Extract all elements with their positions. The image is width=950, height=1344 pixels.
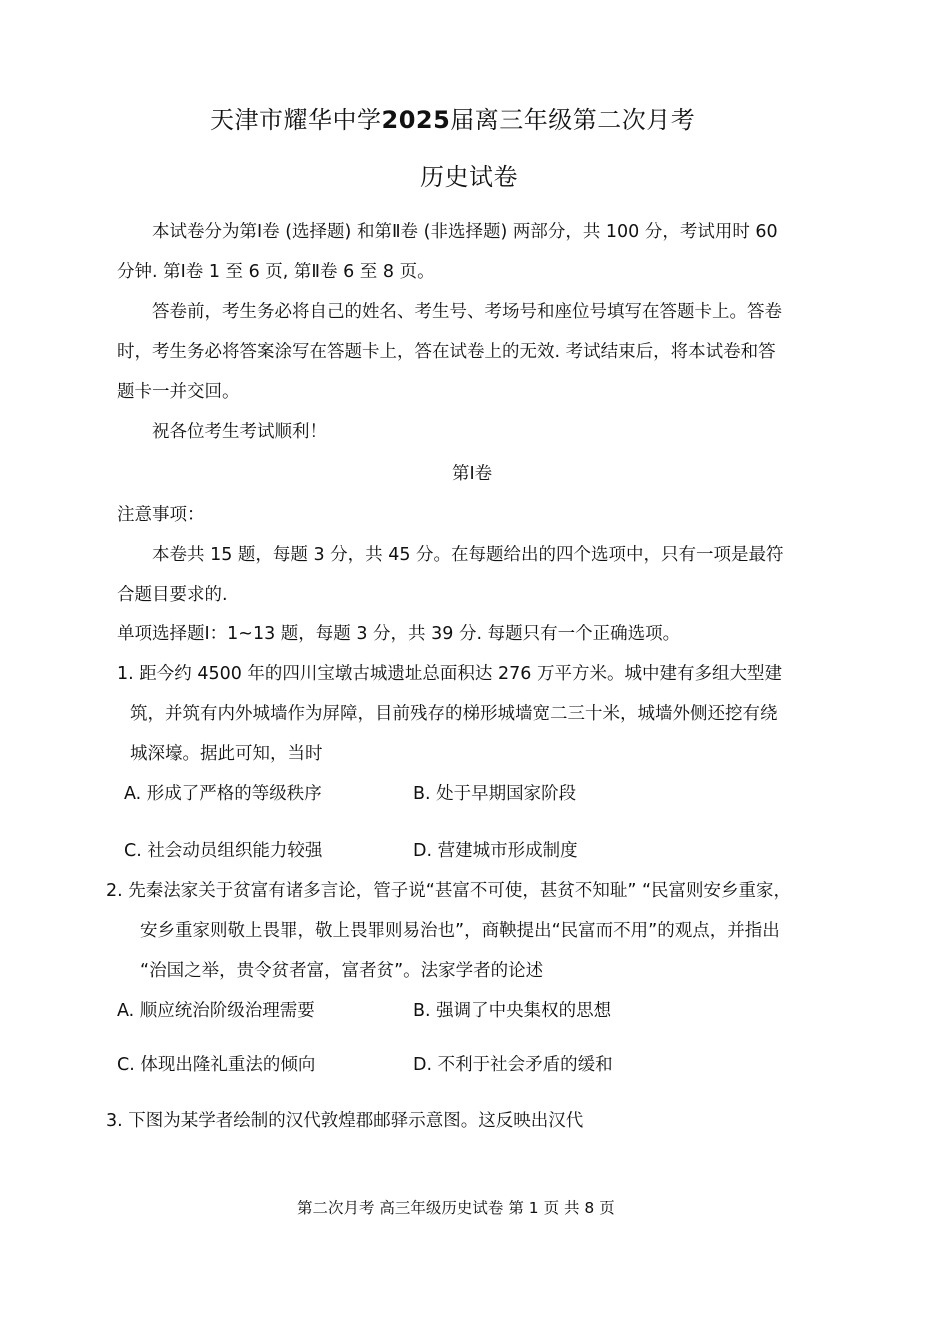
intro-p2-line2: 时，考生务必将答案涂写在答题卡上，答在试卷上的无效. 考试结束后，将本试卷和答 [117,342,776,362]
exam-title [210,100,695,135]
question-2-line1: 2. 先秦法家关于贫富有诸多言论，管子说“甚富不可使，甚贫不知耻” “民富则安乡重家， [106,881,792,901]
question-1-option-c: C. 社会动员组织能力较强 [124,841,323,861]
title-rest: 届离三年级第二次月考 [450,106,696,134]
title-school: 天津市耀华中学 [210,106,382,134]
question-2-option-a: A. 顺应统治阶级治理需要 [117,1001,315,1021]
page-footer: 第二次月考 高三年级历史试卷 第 1 页 共 8 页 [297,1199,615,1217]
intro-p3: 祝各位考生考试顺利！ [152,422,327,442]
exam-subtitle: 历史试卷 [420,163,518,191]
question-1-option-d: D. 营建城市形成制度 [413,841,578,861]
question-1-option-b: B. 处于早期国家阶段 [413,784,577,804]
question-2-option-c: C. 体现出隆礼重法的倾向 [117,1055,316,1075]
intro-p2-line3: 题卡一并交回。 [117,382,240,402]
question-3-line1: 3. 下图为某学者绘制的汉代敦煌郡邮驿示意图。这反映出汉代 [106,1111,584,1131]
intro-p2-line1: 答卷前，考生务必将自己的姓名、考生号、考场号和座位号填写在答题卡上。答卷 [152,302,782,322]
question-2-option-b: B. 强调了中央集权的思想 [413,1001,612,1021]
instruction: 单项选择题Ⅰ：1~13 题，每题 3 分，共 39 分. 每题只有一个正确选项。 [117,624,681,644]
intro-p1-line1: 本试卷分为第Ⅰ卷 (选择题) 和第Ⅱ卷 (非选择题) 两部分，共 100 分，考试用时 60 [152,222,778,242]
notice-label: 注意事项： [117,505,205,525]
question-2-line2: 安乡重家则敬上畏罪，敬上畏罪则易治也”，商鞅提出“民富而不用”的观点，并指出 [140,921,780,941]
question-2-line3: “治国之举，贵令贫者富，富者贫”。法家学者的论述 [140,961,544,981]
question-1-line3: 城深壕。据此可知，当时 [130,744,323,764]
notice-line1: 本卷共 15 题，每题 3 分，共 45 分。在每题给出的四个选项中，只有一项是最符 [152,545,784,565]
question-1-line1: 1. 距今约 4500 年的四川宝墩古城遗址总面积达 276 万平方米。城中建有多组大型建 [117,664,782,684]
title-year: 2025 [381,106,451,134]
question-1-line2: 筑，并筑有内外城墙作为屏障，目前残存的梯形城墙宽二三十米，城墙外侧还挖有绕 [130,704,778,724]
intro-p1-line2: 分钟. 第Ⅰ卷 1 至 6 页, 第Ⅱ卷 6 至 8 页。 [117,262,435,282]
question-2-option-d: D. 不利于社会矛盾的缓和 [413,1055,613,1075]
notice-line2: 合题目要求的. [117,585,228,605]
section-heading: 第Ⅰ卷 [452,464,493,484]
question-1-option-a: A. 形成了严格的等级秩序 [124,784,322,804]
